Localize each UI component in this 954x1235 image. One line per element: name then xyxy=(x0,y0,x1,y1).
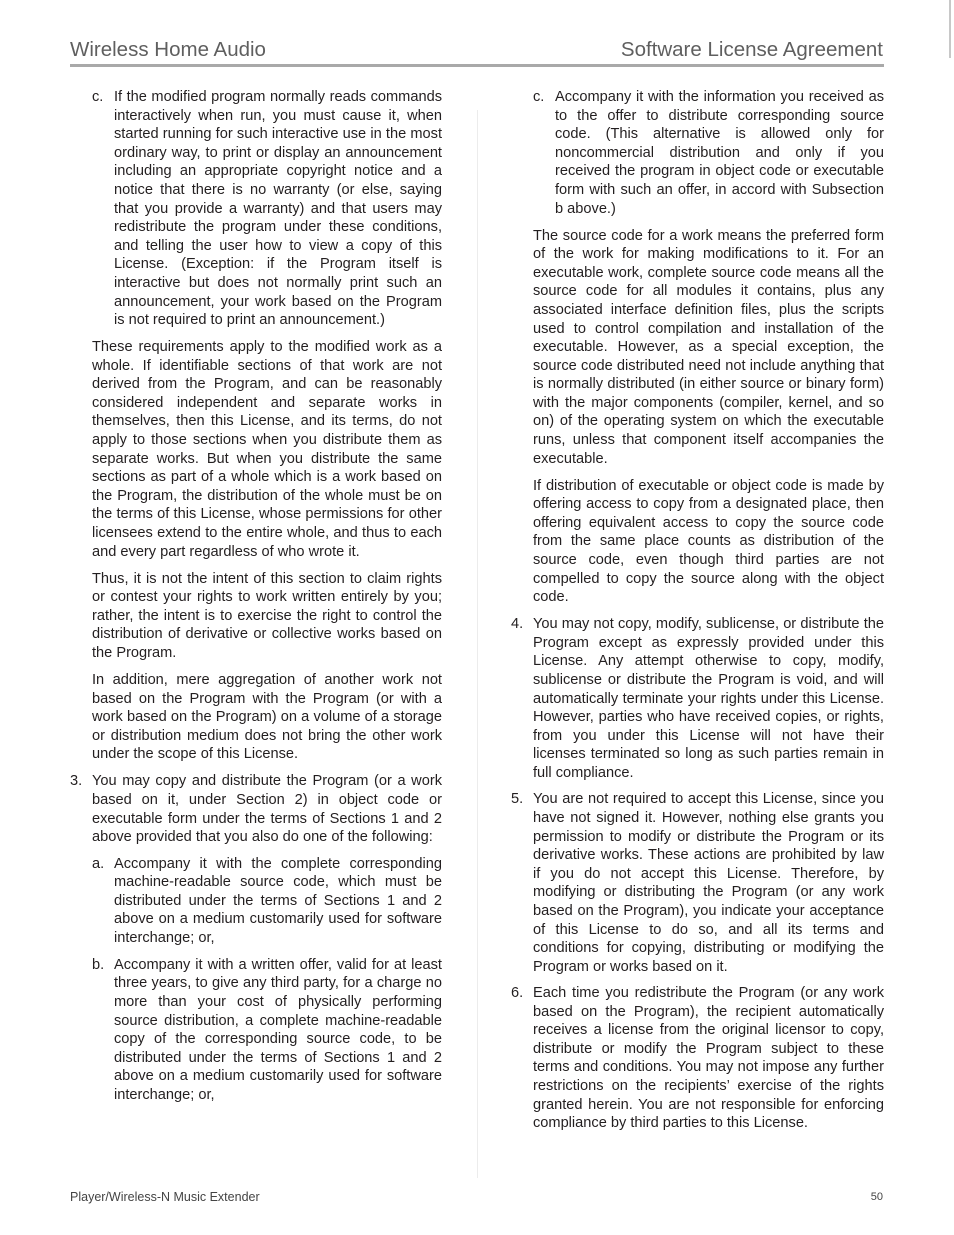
list-item-3b xyxy=(92,956,442,1105)
list-item-5 xyxy=(511,790,884,976)
paragraph-aggregation: In addition, mere aggregation of another work not based on the Program with the Program (or with a work based on the Program) on a volume of a storage or distribution medium does not bring the other work under the scope of this License. xyxy=(92,671,442,763)
footer-product-name: Player/Wireless-N Music Extender xyxy=(70,1190,260,1204)
list-item-text: Accompany it with the information you received as to the offer to distribute corresponding source code. (This alternative is allowed only for noncommercial distribution and only if you received the program in object code or executable form with such an offer, in accord with Subsection b above.) xyxy=(555,89,884,217)
list-marker: 4. xyxy=(511,616,524,633)
list-item-2c xyxy=(92,88,442,330)
list-item-text: If the modified program normally reads commands interactively when run, you must cause it, when started running for such interactive use in the most ordinary way, to print or display an announcement including an appropriate copyright notice and a notice that there is no warranty (or else, saying that you provide a warranty) and that users may redistribute the program under these conditions, and telling the user how to view a copy of this License. (Exception: if the Program itself is interactive but does not normally print such an announcement, your work based on the Program is not required to print an announcement.) xyxy=(114,89,442,329)
page-edge-mark xyxy=(949,0,951,58)
paragraph-designated-place: If distribution of executable or object code is made by offering access to copy from a designated place, then offering equivalent access to copy the source code from the same place counts as distribution of the source code, even though third parties are not compelled to copy the source along with the object code. xyxy=(533,477,884,606)
list-marker: c. xyxy=(92,89,104,105)
list-marker: 5. xyxy=(511,791,524,808)
list-item-text: You may copy and distribute the Program (or a work based on it, under Section 2) in object code or executable form under the terms of Sections 1 and 2 above provided that you also do one of the following: xyxy=(92,773,442,846)
list-marker: a. xyxy=(92,855,105,872)
right-column xyxy=(511,88,884,1133)
header-product-title: Wireless Home Audio xyxy=(70,38,266,61)
list-marker: b. xyxy=(92,956,105,973)
list-item-3c xyxy=(533,88,884,218)
paragraph-source-code-definition: The source code for a work means the preferred form of the work for making modifications to it. For an executable work, complete source code means all the source code for all modules it contains, plus any associated interface definition files, plus the scripts used to control compilation and installation of the executable. However, as a special exception, the source code distributed need not include anything that is normally distributed (in either source or binary form) with the major components (compiler, kernel, and so on) of the operating system on which the executable runs, unless that component itself accompanies the executable. xyxy=(533,227,884,467)
list-item-text: Each time you redistribute the Program (or any work based on the Program), the recipient automatically receives a license from the original licensor to copy, distribute or modify the Program subject to these terms and conditions. You may not impose any further restrictions on the recipients’ exercise of the rights granted herein. You are not responsible for enforcing compliance by third parties to this License. xyxy=(533,985,884,1132)
page-number: 50 xyxy=(870,1191,883,1203)
paragraph-intent: Thus, it is not the intent of this section to claim rights or contest your rights to work written entirely by you; rather, the intent is to exercise the right to control the distribution of derivative or collective works based on the Program. xyxy=(92,570,442,661)
list-marker: c. xyxy=(533,89,545,105)
list-item-text: Accompany it with a written offer, valid for at least three years, to give any third party, for a charge no more than your cost of physically performing source distribution, a complete machine-readable copy of the corresponding source code, to be distributed under the terms of Sections 1 and 2 above on a medium customarily used for software interchange; or, xyxy=(114,956,442,1104)
list-item-3a xyxy=(92,855,442,948)
list-item-text: Accompany it with the complete corresponding machine-readable source code, which must be distributed under the terms of Sections 1 and 2 above on a medium customarily used for software interchange; or, xyxy=(114,855,442,946)
list-item-3 xyxy=(70,772,442,846)
paragraph-requirements: These requirements apply to the modified work as a whole. If identifiable sections of that work are not derived from the Program, and can be reasonably considered independent and separate works in themselves, then this License, and its terms, do not apply to those sections when you distribute them as separate works. But when you distribute the same sections as part of a whole which is a work based on the Program, the distribution of the whole must be on the terms of this License, whose permissions for other licensees extend to the entire whole, and thus to each and every part regardless of who wrote it. xyxy=(92,339,442,560)
column-divider xyxy=(477,110,478,1178)
list-item-text: You may not copy, modify, sublicense, or distribute the Program except as expressly provided under this License. Any attempt otherwise to copy, modify, sublicense or distribute the Program is void, and will automatically terminate your rights under this License. However, parties who have received copies, or rights, from you under this License will not have their licenses terminated so long as such parties remain in full compliance. xyxy=(533,616,884,781)
list-item-4 xyxy=(511,615,884,782)
list-item-text: You are not required to accept this License, since you have not signed it. However, nothing else grants you permission to modify or distribute the Program or its derivative works. These actions are prohibited by law if you do not accept this License. Therefore, by modifying or distributing the Program (or any work based on the Program), you indicate your acceptance of this License to do so, and all its terms and conditions for copying, distributing or modifying the Program or works based on it. xyxy=(533,791,884,975)
header-section-title: Software License Agreement xyxy=(620,38,883,61)
list-item-6 xyxy=(511,984,884,1133)
left-column xyxy=(70,88,442,1105)
list-marker: 3. xyxy=(70,773,83,790)
header-rule xyxy=(70,64,884,67)
list-marker: 6. xyxy=(511,985,524,1002)
